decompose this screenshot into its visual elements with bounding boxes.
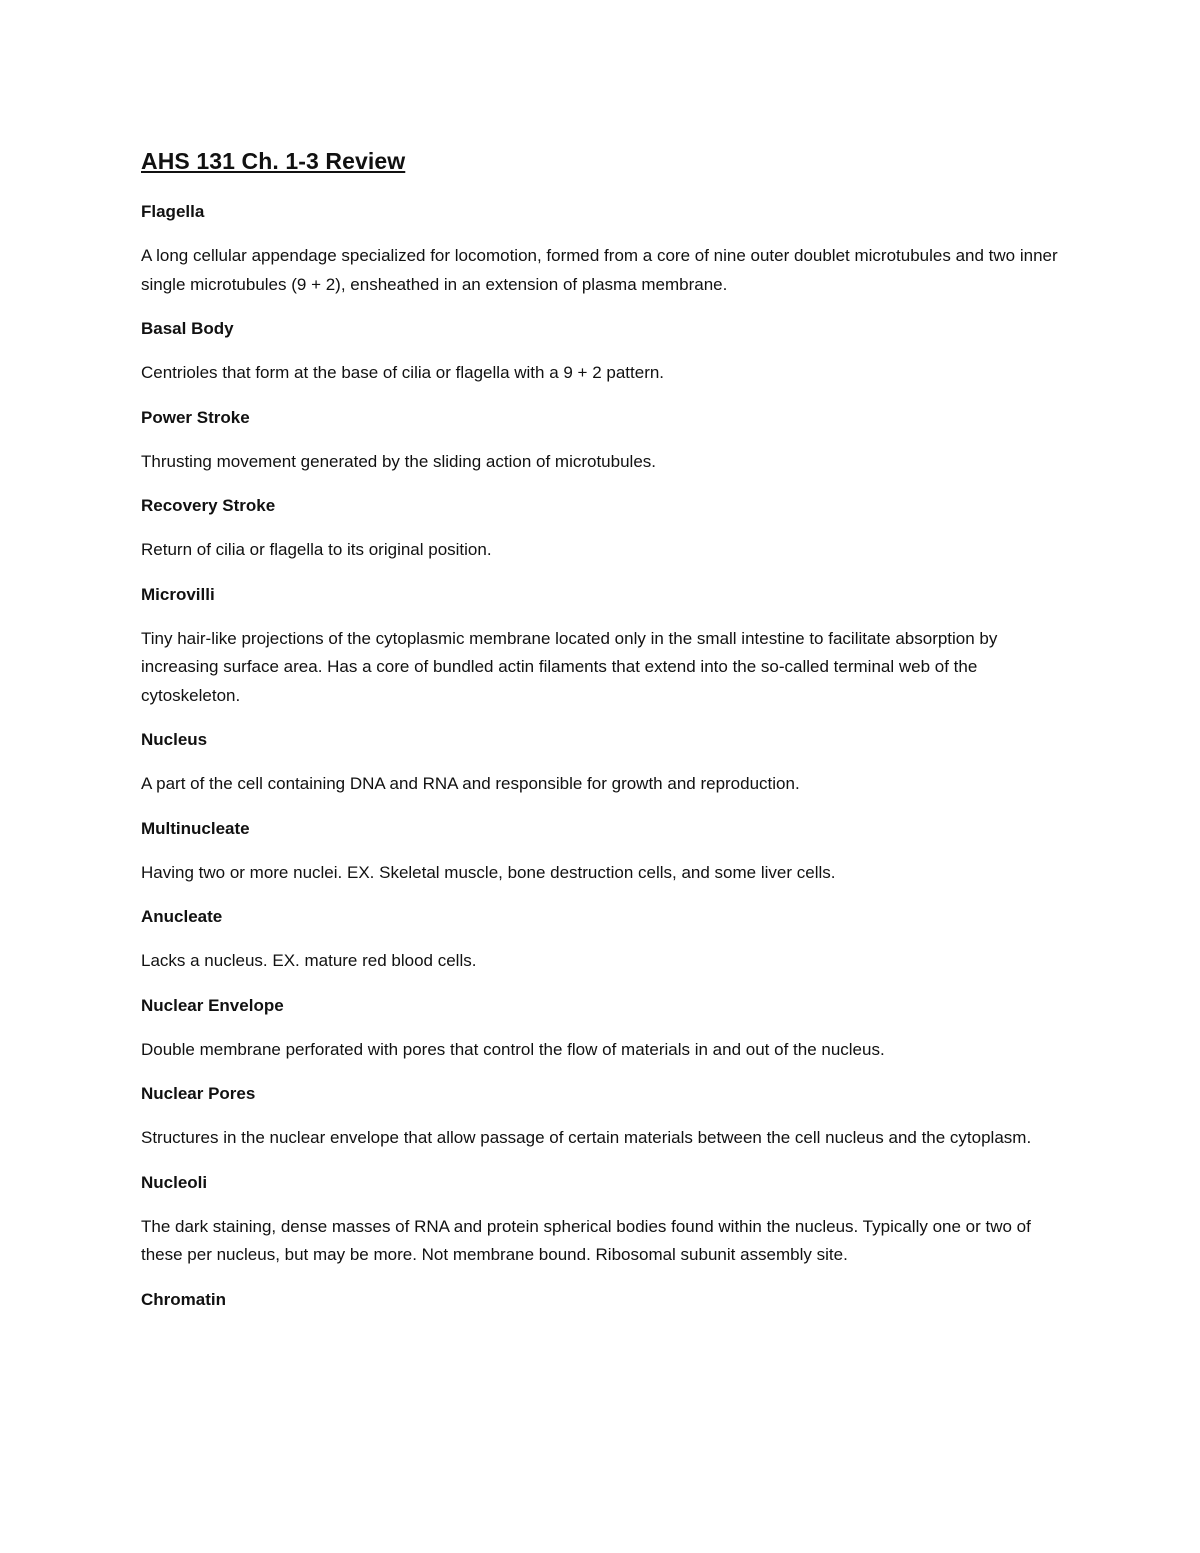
document-title: AHS 131 Ch. 1-3 Review	[141, 148, 406, 174]
glossary-entry	[141, 726, 1061, 799]
term-definition: Structures in the nuclear envelope that allow passage of certain materials between the cell nucleus and the cytoplasm.	[141, 1128, 1032, 1147]
term-heading: Nucleus	[141, 730, 208, 749]
glossary-entry	[141, 581, 1061, 711]
glossary-entry	[141, 198, 1061, 299]
term-definition: Thrusting movement generated by the sliding action of microtubules.	[141, 451, 656, 471]
term-definition: Lacks a nucleus. EX. mature red blood cells.	[141, 951, 477, 970]
term-definition: Having two or more nuclei. EX. Skeletal muscle, bone destruction cells, and some liver cells.	[141, 862, 836, 882]
glossary-entry	[141, 1169, 1061, 1270]
glossary-entry	[141, 1080, 1061, 1153]
term-heading: Nucleoli	[141, 1172, 208, 1192]
term-definition: A long cellular appendage specialized for locomotion, formed from a core of nine outer doublet microtubules and two inner single microtubules (9 + 2), ensheathed in an extension of plasma membrane.	[141, 246, 1058, 294]
glossary-entry	[141, 404, 1061, 477]
term-heading: Anucleate	[141, 907, 223, 926]
term-definition: Return of cilia or flagella to its original position.	[141, 540, 492, 559]
term-definition: Double membrane perforated with pores that control the flow of materials in and out of the nucleus.	[141, 1039, 885, 1059]
glossary-entry	[141, 815, 1061, 888]
term-definition: A part of the cell containing DNA and RNA and responsible for growth and reproduction.	[141, 774, 800, 793]
term-heading: Power Stroke	[141, 407, 250, 427]
term-heading: Microvilli	[141, 584, 215, 604]
term-definition: Centrioles that form at the base of cilia or flagella with a 9 + 2 pattern.	[141, 363, 665, 382]
term-definition: Tiny hair-like projections of the cytoplasmic membrane located only in the small intestine to facilitate absorption by increasing surface area. Has a core of bundled actin filaments that extend into the so-called terminal web of the cytoskeleton.	[141, 628, 998, 705]
glossary-entry	[141, 992, 1061, 1065]
term-heading: Recovery Stroke	[141, 496, 276, 515]
term-heading: Nuclear Pores	[141, 1084, 256, 1103]
glossary-entry	[141, 1286, 1061, 1314]
term-heading: Basal Body	[141, 319, 234, 338]
glossary-entry	[141, 492, 1061, 565]
term-definition: The dark staining, dense masses of RNA and protein spherical bodies found within the nucleus. Typically one or two of these per nucleus, but may be more. Not membrane bound. Ribosomal subunit assembly site.	[141, 1216, 1031, 1264]
term-heading: Chromatin	[141, 1289, 226, 1309]
document-body	[141, 144, 1061, 1330]
term-heading: Nuclear Envelope	[141, 995, 284, 1015]
term-heading: Flagella	[141, 202, 205, 221]
glossary-entry	[141, 315, 1061, 388]
term-heading: Multinucleate	[141, 818, 250, 838]
glossary-entry	[141, 903, 1061, 976]
